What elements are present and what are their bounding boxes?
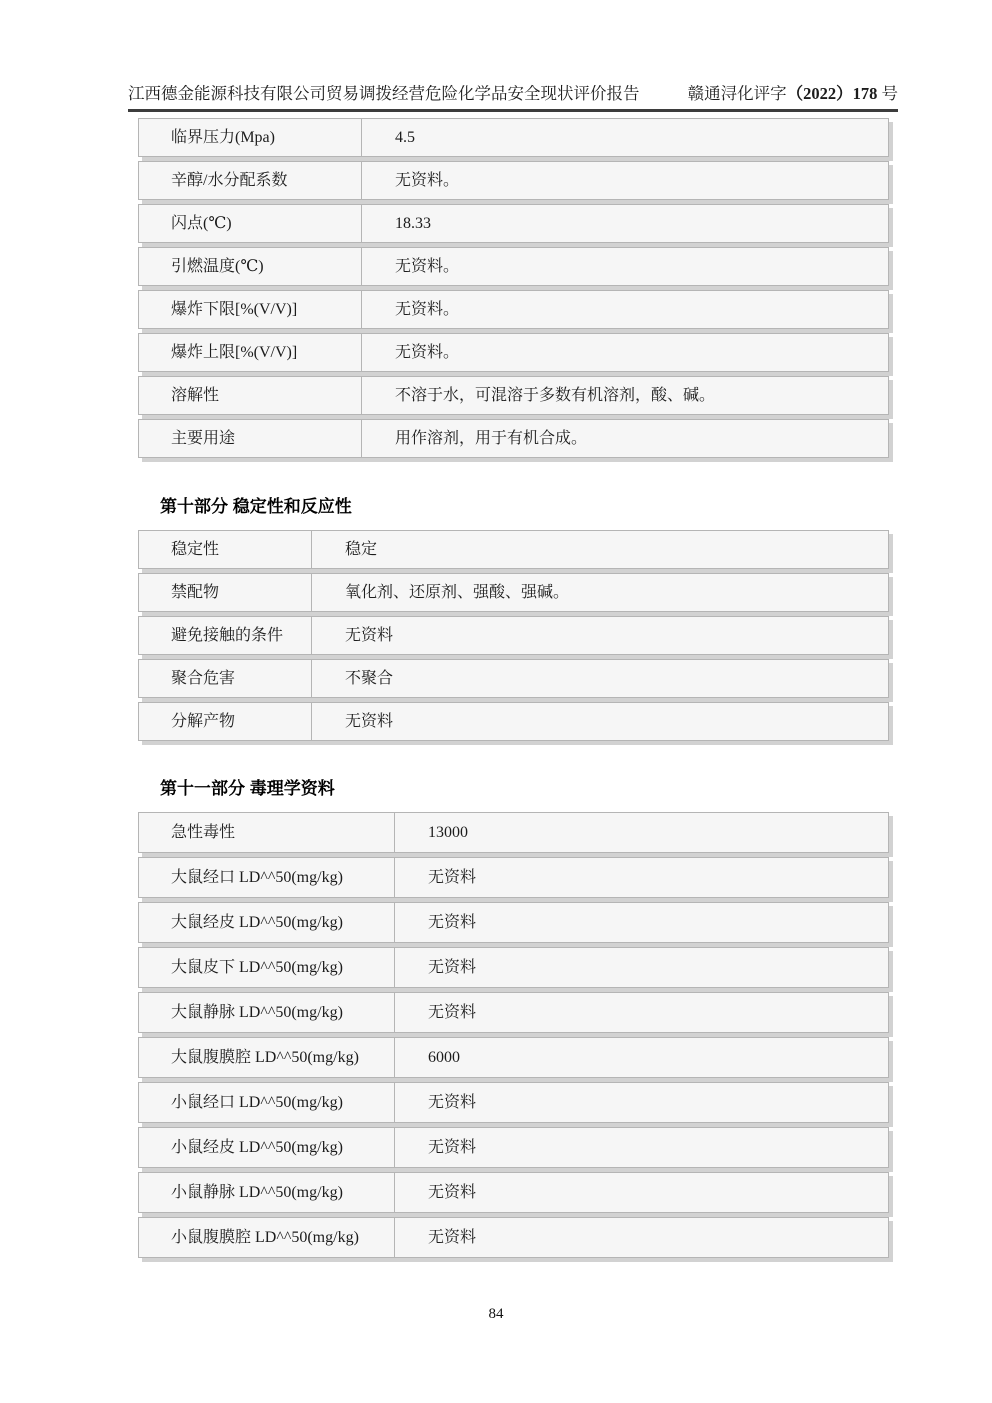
row-label: 分解产物 (171, 712, 236, 730)
table-row (138, 902, 889, 943)
table-row (138, 204, 889, 243)
row-value: 不溶于水，可混溶于多数有机溶剂，酸、碱。 (361, 377, 888, 414)
row-label: 引燃温度(℃) (171, 257, 264, 275)
row-label: 辛醇/水分配系数 (171, 171, 288, 189)
row-value: 用作溶剂，用于有机合成。 (361, 420, 888, 457)
row-value: 无资料。 (361, 334, 888, 371)
row-label: 小鼠腹膜腔 LD^^50(mg/kg) (171, 1228, 359, 1246)
row-value: 无资料 (311, 703, 888, 740)
row-label: 避免接触的条件 (171, 626, 284, 644)
table-row (138, 1172, 889, 1213)
table-row (138, 247, 889, 286)
stability-reactivity-table (138, 530, 889, 745)
row-value: 无资料 (394, 1173, 888, 1212)
row-label: 大鼠皮下 LD^^50(mg/kg) (171, 958, 343, 976)
row-value: 无资料。 (361, 162, 888, 199)
section-heading-part10: 第十部分 稳定性和反应性 (160, 497, 352, 516)
row-value: 不聚合 (311, 660, 888, 697)
table-row (138, 1217, 889, 1258)
table-row (138, 992, 889, 1033)
table-row (138, 947, 889, 988)
row-value: 无资料 (394, 903, 888, 942)
row-label: 大鼠经皮 LD^^50(mg/kg) (171, 913, 343, 931)
row-label: 小鼠经皮 LD^^50(mg/kg) (171, 1138, 343, 1156)
row-label: 急性毒性 (171, 823, 236, 841)
doc-number-suffix: 号 (877, 84, 898, 103)
row-value: 6000 (394, 1038, 888, 1077)
table-row (138, 857, 889, 898)
row-value: 无资料 (394, 948, 888, 987)
row-value: 无资料 (311, 617, 888, 654)
table-row (138, 659, 889, 698)
row-label: 爆炸上限[%(V/V)] (171, 343, 298, 361)
row-label: 主要用途 (171, 429, 236, 447)
row-label: 溶解性 (171, 386, 220, 404)
row-label: 闪点(℃) (171, 214, 232, 232)
row-value: 无资料 (394, 858, 888, 897)
toxicology-table (138, 812, 889, 1262)
table-row (138, 616, 889, 655)
row-label: 大鼠腹膜腔 LD^^50(mg/kg) (171, 1048, 359, 1066)
table-row (138, 1082, 889, 1123)
row-label: 大鼠静脉 LD^^50(mg/kg) (171, 1003, 343, 1021)
table-row (138, 118, 889, 157)
page-header (128, 84, 898, 104)
table-row (138, 530, 889, 569)
section-heading-part11: 第十一部分 毒理学资料 (160, 779, 335, 798)
table-row (138, 376, 889, 415)
page-number: 84 (488, 1306, 504, 1322)
table-row (138, 1037, 889, 1078)
row-value: 无资料 (394, 1083, 888, 1122)
row-value: 稳定 (311, 531, 888, 568)
row-value: 18.33 (361, 205, 888, 242)
row-label: 稳定性 (171, 540, 220, 558)
table-row (138, 1127, 889, 1168)
table-row (138, 290, 889, 329)
row-label: 临界压力(Mpa) (171, 128, 275, 146)
row-label: 聚合危害 (171, 669, 236, 687)
doc-number-year: （2022）178 (786, 84, 878, 103)
table-row (138, 573, 889, 612)
row-value: 13000 (394, 813, 888, 852)
physical-properties-table (138, 118, 889, 462)
table-row (138, 702, 889, 741)
table-row (138, 161, 889, 200)
table-row (138, 812, 889, 853)
doc-number (688, 84, 898, 104)
table-row (138, 333, 889, 372)
row-value: 无资料 (394, 1218, 888, 1257)
doc-number-prefix: 赣通浔化评字 (687, 84, 787, 103)
row-label: 大鼠经口 LD^^50(mg/kg) (171, 868, 343, 886)
row-value: 无资料。 (361, 291, 888, 328)
row-value: 无资料 (394, 1128, 888, 1167)
row-label: 爆炸下限[%(V/V)] (171, 300, 298, 318)
report-title: 江西德金能源科技有限公司贸易调拨经营危险化学品安全现状评价报告 (128, 84, 640, 103)
row-value: 无资料 (394, 993, 888, 1032)
row-value: 无资料。 (361, 248, 888, 285)
header-rule (128, 109, 898, 112)
row-label: 小鼠经口 LD^^50(mg/kg) (171, 1093, 343, 1111)
row-value: 氧化剂、还原剂、强酸、强碱。 (311, 574, 888, 611)
row-value: 4.5 (361, 119, 888, 156)
row-label: 小鼠静脉 LD^^50(mg/kg) (171, 1183, 343, 1201)
table-row (138, 419, 889, 458)
row-label: 禁配物 (171, 583, 220, 601)
